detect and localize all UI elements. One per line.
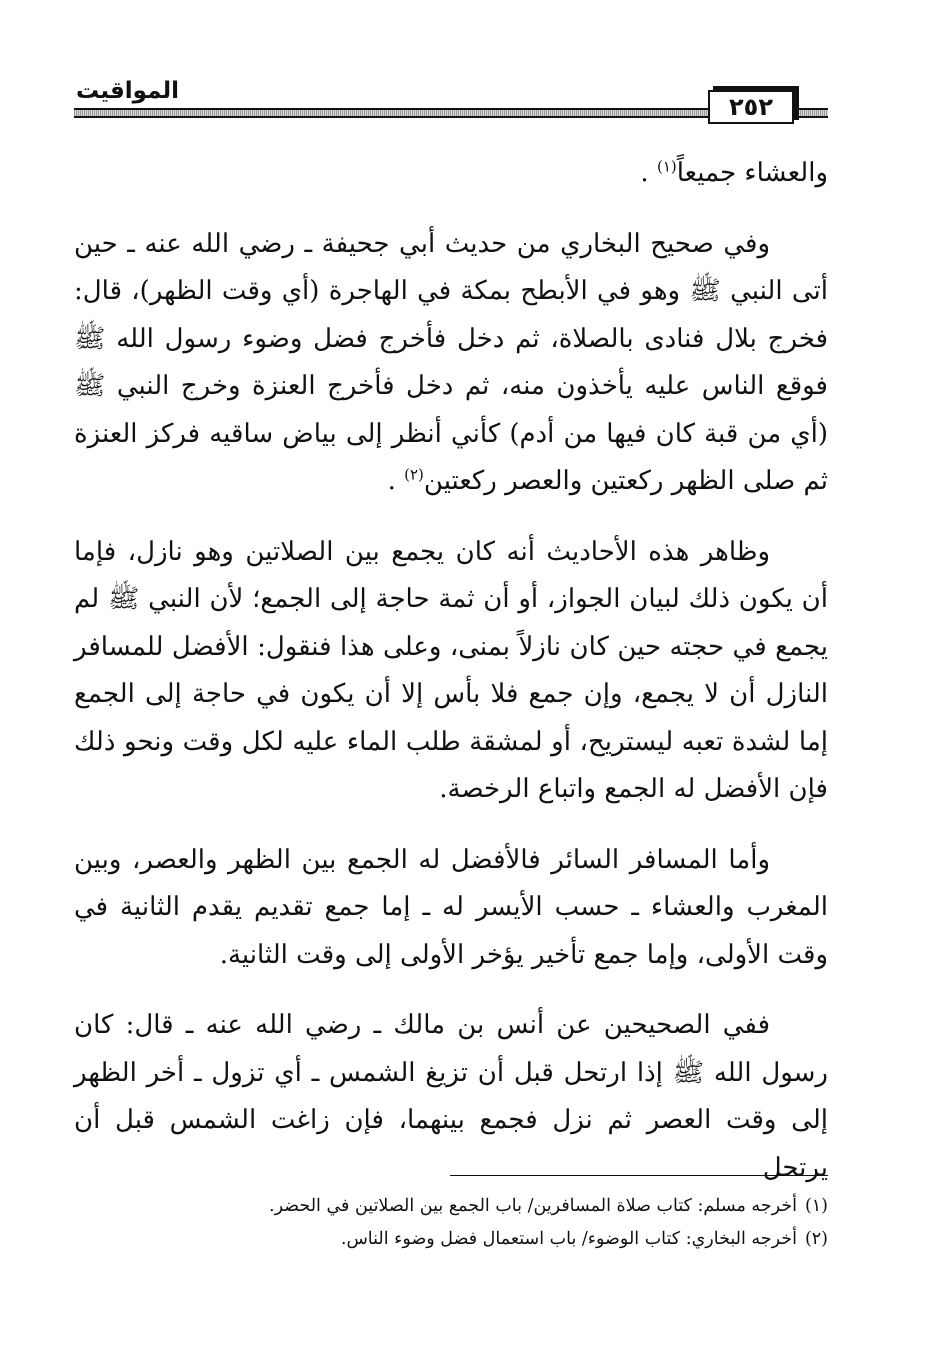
- footnote-text: أخرجه البخاري: كتاب الوضوء/ باب استعمال فضل وضوء الناس.: [340, 1229, 797, 1249]
- footnote-text: أخرجه مسلم: كتاب صلاة المسافرين/ باب الجمع بين الصلاتين في الحضر.: [269, 1196, 797, 1216]
- paragraph-2: [74, 221, 828, 506]
- paragraph-1: [74, 150, 828, 198]
- paragraph-end: .: [387, 466, 405, 496]
- footnote-number: (١): [804, 1196, 828, 1216]
- footnote-separator: [450, 1175, 828, 1176]
- paragraph-3: وظاهر هذه الأحاديث أنه كان يجمع بين الصلاتين وهو نازل، فإما أن يكون ذلك لبيان الجواز، أو أن ثمة حاجة إلى الجمع؛ لأن النبي ﷺ لم يجمع في حجته حين كان نازلاً بمنى، وعلى هذا فنقول: الأفضل للمسافر النازل أن لا يجمع، وإن جمع فلا بأس إلا أن يكون في حاجة إلى الجمع إما لشدة تعبه ليستريح، أو لمشقة طلب الماء عليه لكل وقت ونحو ذلك فإن الأفضل له الجمع واتباع الرخصة.: [74, 536, 828, 804]
- paragraph-5: ففي الصحيحين عن أنس بن مالك ـ رضي الله عنه ـ قال: كان رسول الله ﷺ إذا ارتحل قبل أن تزيغ الشمس ـ أي تزول ـ أخر الظهر إلى وقت العصر ثم نزل فجمع بينهما، فإن زاغت الشمس قبل أن يرتحل: [74, 1010, 828, 1183]
- paragraph-text: والعشاء جميعاً: [676, 158, 828, 188]
- main-text: [74, 150, 828, 1215]
- footnote-1: [74, 1190, 828, 1223]
- footnote-2: [74, 1223, 828, 1256]
- chapter-title: المواقيت: [76, 78, 180, 104]
- page-header: [74, 78, 828, 126]
- paragraph-end: .: [640, 158, 657, 188]
- page-number: ٢٥٢: [708, 90, 794, 124]
- paragraph-text: وفي صحيح البخاري من حديث أبي جحيفة ـ رضي الله عنه ـ حين أتى النبي ﷺ وهو في الأبطح بمكة في الهاجرة (أي وقت الظهر)، قال: فخرج بلال فنادى بالصلاة، ثم دخل فأخرج فضل وضوء رسول الله ﷺ فوقع الناس عليه يأخذون منه، ثم دخل فأخرج العنزة وخرج النبي ﷺ (أي من قبة كان فيها من أدم) كأني أنظر إلى بياض ساقيه فركز العنزة ثم صلى الظهر ركعتين والعصر ركعتين: [74, 228, 828, 496]
- footnote-number: (٢): [804, 1229, 828, 1249]
- paragraph-4: وأما المسافر السائر فالأفضل له الجمع بين الظهر والعصر، وبين المغرب والعشاء ـ حسب الأيسر له ـ إما جمع تقديم يقدم الثانية في وقت الأولى، وإما جمع تأخير يؤخر الأولى إلى وقت الثانية.: [74, 844, 828, 970]
- footnotes: [74, 1190, 828, 1256]
- footnote-ref-1[interactable]: (١): [656, 157, 677, 176]
- footnote-ref-2[interactable]: (٢): [404, 465, 424, 484]
